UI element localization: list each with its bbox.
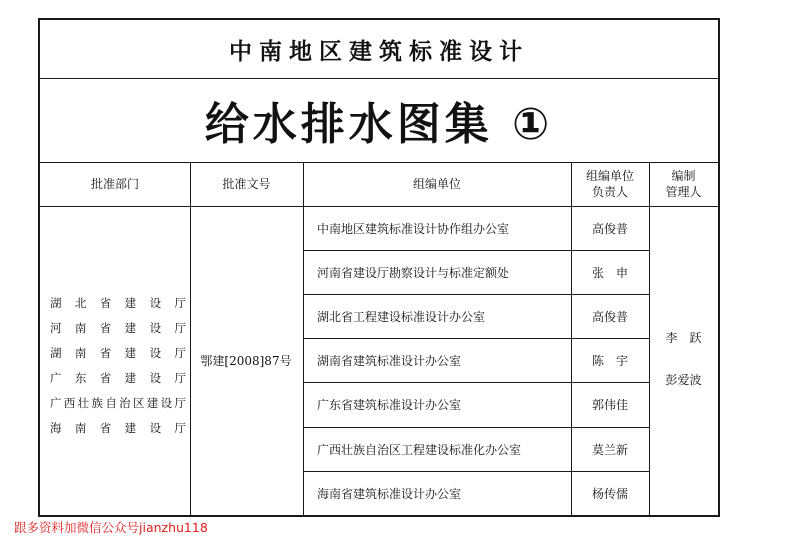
unit-name: 中南地区建筑标准设计协作组办公室: [317, 221, 510, 236]
manager-name: 李 跃: [665, 330, 702, 345]
department-row: 广 西 壮 族 自 治 区 建 设 厅: [50, 395, 186, 410]
unit-name: 广东省建筑标准设计办公室: [317, 398, 462, 412]
approval-number: 鄂建[2008]87号: [200, 354, 292, 368]
header-manager: 编制 管理人: [665, 169, 702, 199]
department-row: 湖 北 省 建 设 厅: [50, 295, 186, 310]
approval-table: [40, 162, 718, 515]
manager-name: 彭爱波: [665, 372, 702, 387]
department-row: 广 东 省 建 设 厅: [50, 370, 186, 385]
unit-name: 湖北省工程建设标准设计办公室: [317, 309, 486, 324]
book-title: 给水排水图集 ①: [40, 78, 718, 163]
header-unit: 组编单位: [412, 177, 461, 191]
unit-lead: 陈 宇: [591, 353, 628, 368]
watermark-text: 跟多资料加微信公众号jianzhu118: [14, 520, 208, 535]
header-unit-lead: 组编单位 负责人: [585, 169, 634, 199]
unit-lead: 高俊普: [591, 221, 628, 236]
unit-lead: 高俊普: [591, 309, 628, 324]
managers: [649, 206, 718, 515]
unit-lead: 莫兰新: [591, 442, 628, 457]
department-row: 湖 南 省 建 设 厅: [50, 345, 186, 360]
title-page-frame: [38, 18, 720, 517]
unit-lead: 杨传儒: [591, 486, 628, 501]
department-row: 河 南 省 建 设 厅: [50, 320, 186, 335]
department-row: 海 南 省 建 设 厅: [50, 420, 186, 435]
unit-name: 广西壮族自治区工程建设标准化办公室: [317, 442, 522, 457]
department-list: [40, 290, 190, 440]
series-title: 中南地区建筑标准设计: [40, 20, 718, 79]
unit-name: 湖南省建筑标准设计办公室: [317, 353, 462, 368]
unit-lead: 张 申: [591, 265, 628, 280]
unit-name: 海南省建筑标准设计办公室: [317, 486, 462, 501]
unit-lead: 郭伟佳: [591, 398, 628, 412]
header-dept: 批准部门: [90, 177, 139, 191]
header-approval: 批准文号: [222, 177, 271, 191]
unit-name: 河南省建设厅勘察设计与标准定额处: [317, 265, 510, 280]
